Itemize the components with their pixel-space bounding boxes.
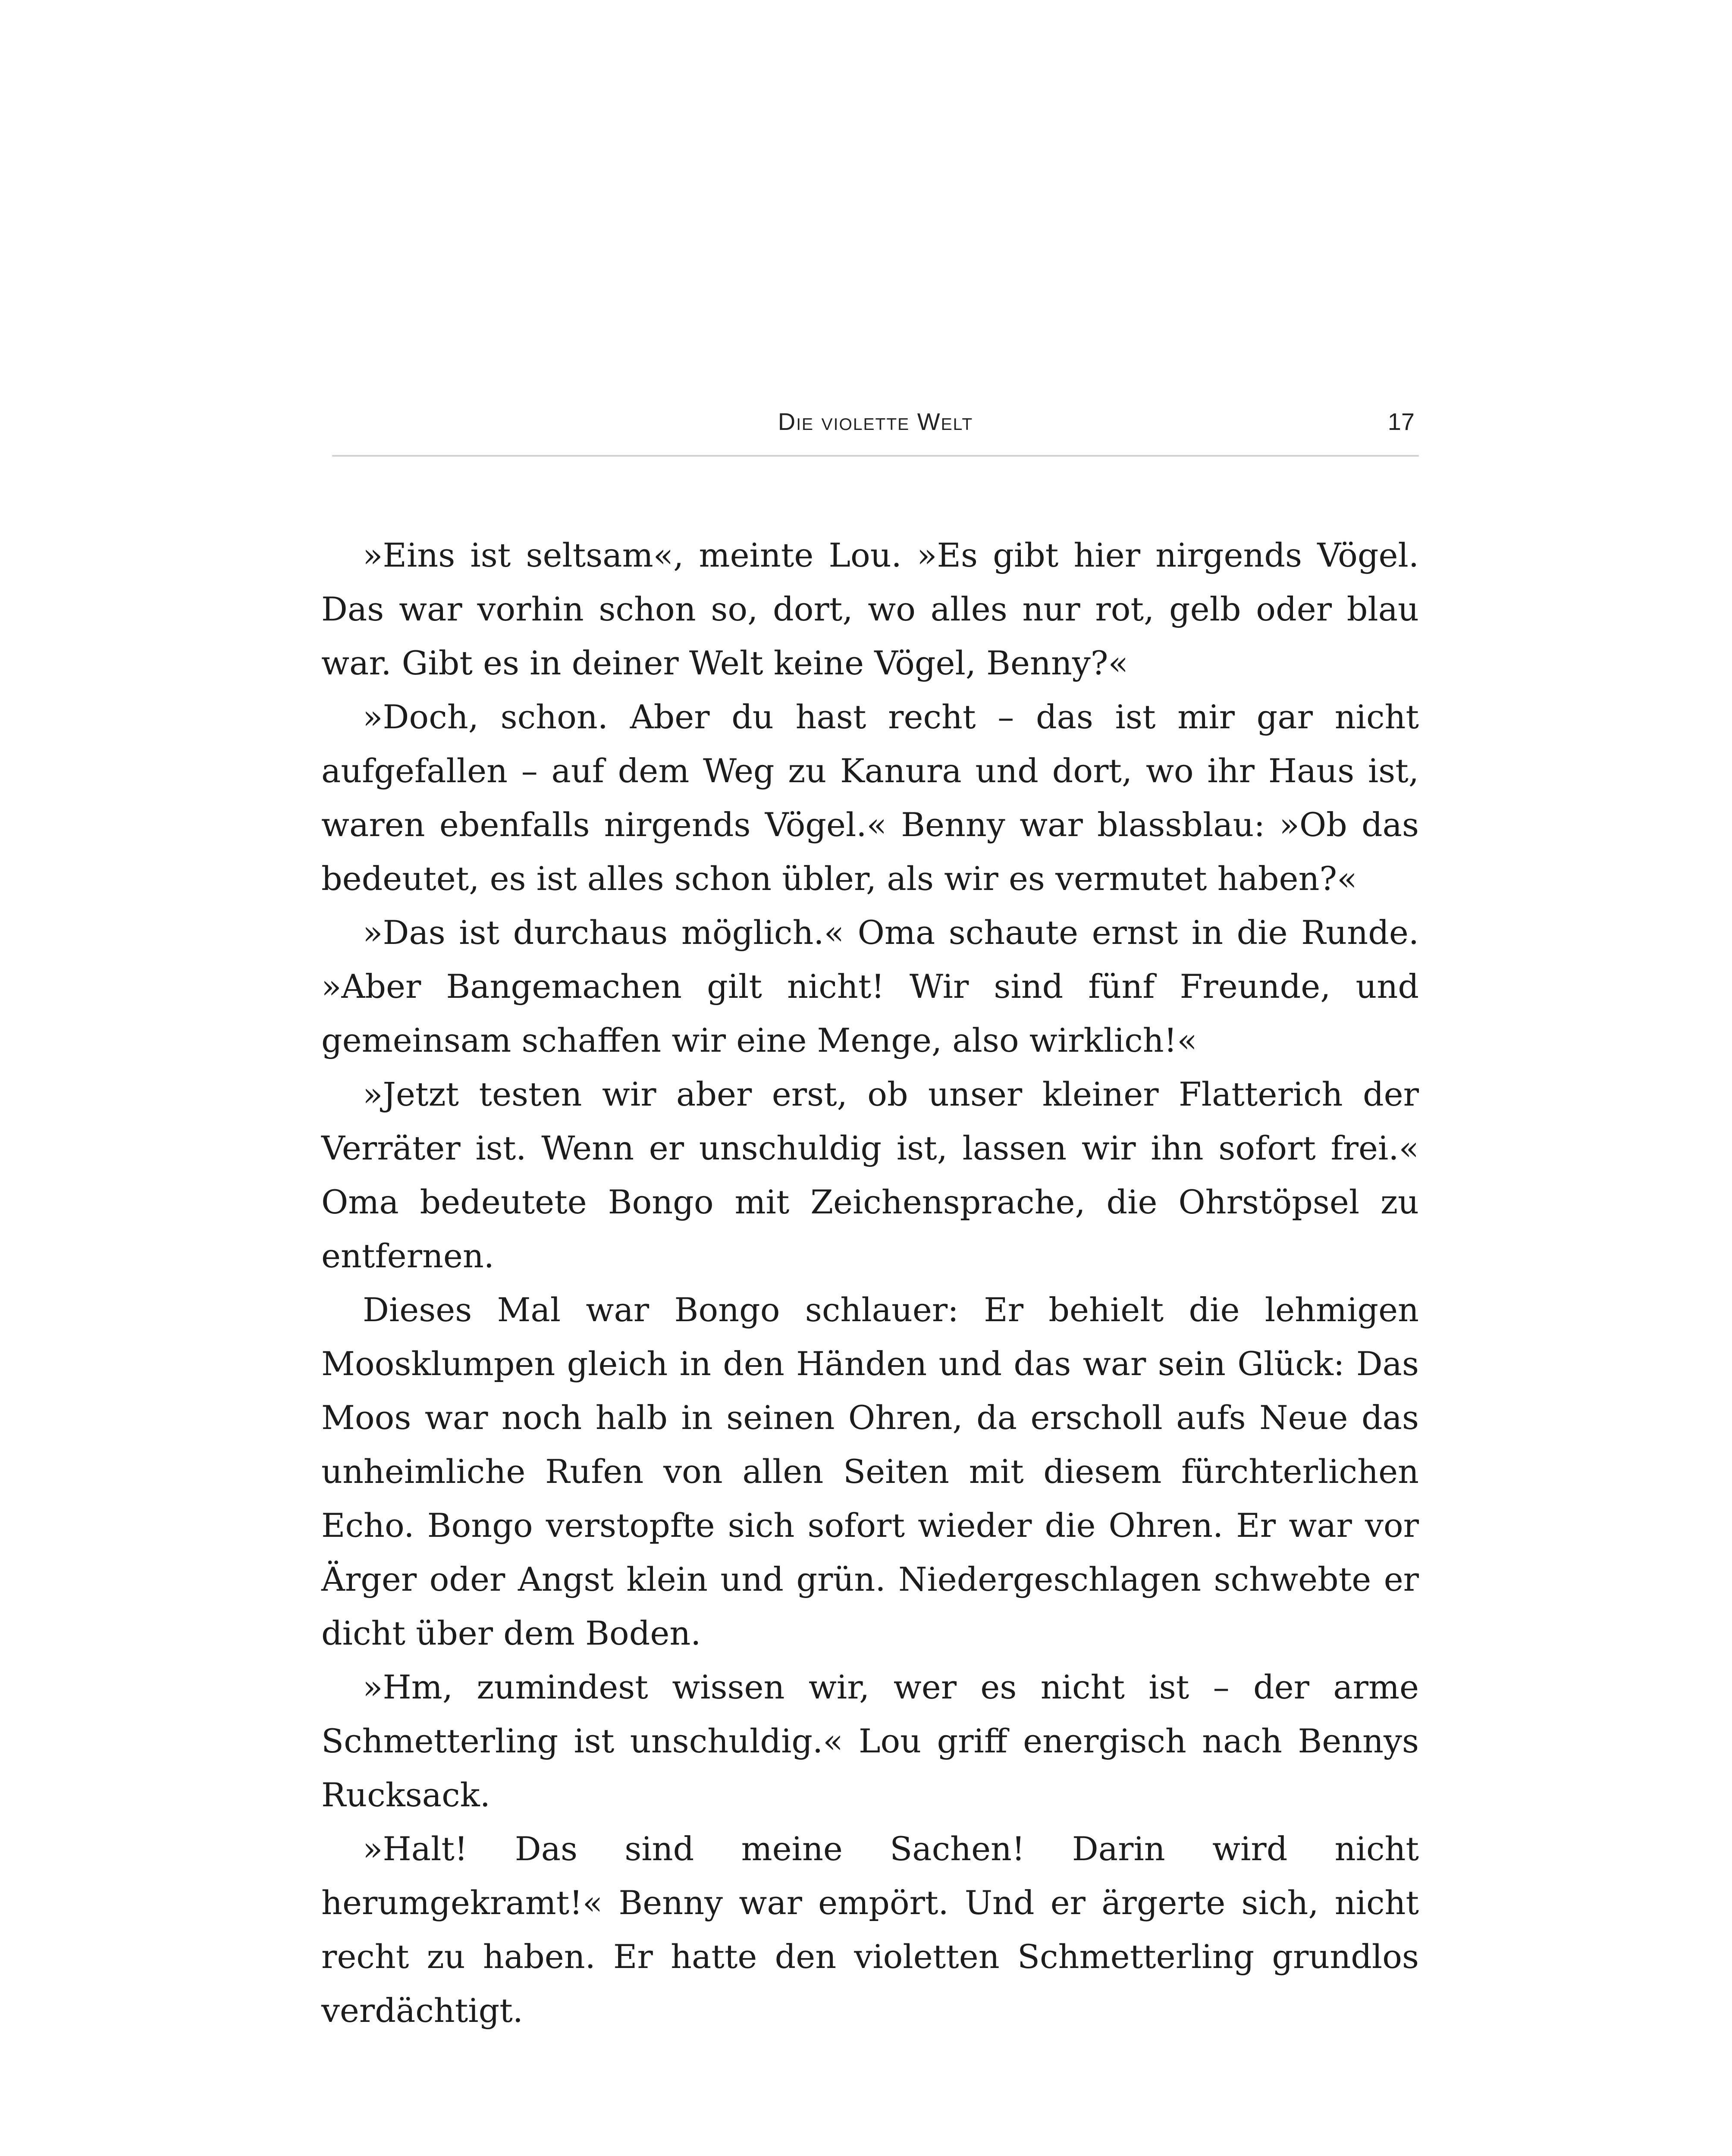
paragraph: »Das ist durchaus möglich.« Oma schaute ernst in die Runde. »Aber Bangemachen gilt nicht! Wir sind fünf Freunde, und gemeinsam schaffen wir eine Menge, also wirklich!« — [321, 913, 1419, 1059]
running-head — [332, 403, 1419, 451]
paragraph: Dieses Mal war Bongo schlauer: Er behielt die lehmigen Moosklumpen gleich in den Händen und das war sein Glück: Das Moos war noch halb in seinen Ohren, da erscholl aufs Neue das unheimliche Rufen von allen Seiten mit diesem fürchterlichen Echo. Bongo verstopfte sich sofort wieder die Ohren. Er war vor Ärger oder Angst klein und grün. Niedergeschlagen schwebte er dicht über dem Boden. — [321, 1291, 1419, 1652]
body-text — [321, 528, 1419, 2037]
page-number: 17 — [1387, 408, 1415, 435]
paragraph: »Eins ist seltsam«, meinte Lou. »Es gibt hier nirgends Vögel. Das war vorhin schon so, dort, wo alles nur rot, gelb oder blau war. Gibt es in deiner Welt keine Vögel, Benny?« — [321, 536, 1419, 682]
running-title: Die violette Welt — [778, 408, 973, 435]
paragraph: »Doch, schon. Aber du hast recht – das ist mir gar nicht aufgefallen – auf dem Weg zu Kanura und dort, wo ihr Haus ist, waren ebenfalls nirgends Vögel.« Benny war blassblau: »Ob das bedeutet, es ist alles schon übler, als wir es vermutet haben?« — [321, 698, 1419, 898]
paragraph: »Jetzt testen wir aber erst, ob unser kleiner Flatterich der Verräter ist. Wenn er unschuldig ist, lassen wir ihn sofort frei.« Oma bedeutete Bongo mit Zeichensprache, die Ohrstöpsel zu entfernen. — [321, 1075, 1419, 1275]
header-rule — [332, 455, 1419, 457]
paragraph: »Hm, zumindest wissen wir, wer es nicht ist – der arme Schmetterling ist unschuldig.« Lou griff energisch nach Bennys Rucksack. — [321, 1668, 1419, 1814]
paragraph: »Halt! Das sind meine Sachen! Darin wird nicht herumgekramt!« Benny war empört. Und er ärgerte sich, nicht recht zu haben. Er hatte den violetten Schmetterling grundlos verdächtigt. — [321, 1830, 1419, 2030]
